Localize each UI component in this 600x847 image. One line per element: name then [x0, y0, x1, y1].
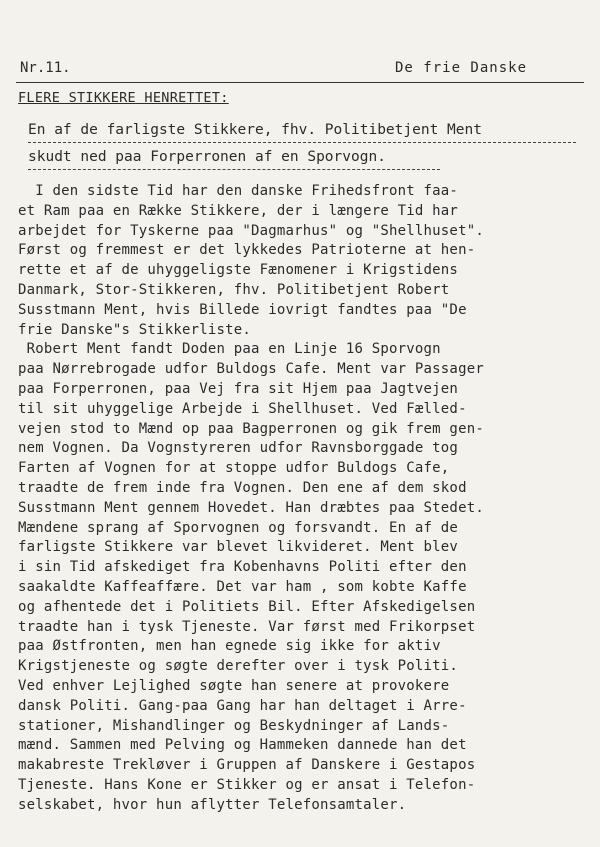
- issue-number: Nr.11.: [20, 60, 71, 76]
- body-line: traadte han i tysk Tjeneste. Var først med Frikorpset: [18, 618, 476, 635]
- body-line: i sin Tid afskediget fra Kobenhavns Politi efter den: [18, 559, 467, 576]
- body-line: til sit uhyggelige Arbejde i Shellhuset. Ved Fælled-: [18, 400, 467, 417]
- header-rule: [16, 82, 584, 83]
- subheading-line: skudt ned paa Forperronen af en Sporvogn.: [28, 149, 386, 165]
- body-line: rette et af de uhyggeligste Fænomener i Krigstidens: [18, 262, 459, 279]
- body-line: saakaldte Kaffeaffære. Det var ham , som kobte Kaffe: [18, 578, 467, 595]
- body-line: makabreste Trekløver i Gruppen af Danskere i Gestapos: [18, 757, 476, 774]
- body-line: og afhentede det i Politiets Bil. Efter Afskedigelsen: [18, 598, 476, 615]
- body-line: nem Vognen. Da Vognstyreren udfor Ravnsborggade tog: [18, 440, 459, 457]
- body-line: paa Forperronen, paa Vej fra sit Hjem paa Jagtvejen: [18, 380, 459, 397]
- body-line: paa Nørrebrogade udfor Buldogs Cafe. Ment var Passager: [18, 361, 484, 378]
- body-line: Farten af Vognen for at stoppe udfor Buldogs Cafe,: [18, 460, 450, 477]
- body-line: Robert Ment fandt Doden paa en Linje 16 Sporvogn: [18, 341, 441, 358]
- body-line: Først og fremmest er det lykkedes Patrioterne at hen-: [18, 242, 476, 259]
- body-line: stationer, Mishandlinger og Beskydninger af Lands-: [18, 717, 450, 734]
- body-line: I den sidste Tid har den danske Frihedsfront faa-: [18, 183, 459, 199]
- body-line: et Ram paa en Række Stikkere, der i længere Tid har: [18, 202, 459, 219]
- body-line: Danmark, Stor-Stikkeren, fhv. Politibetjent Robert: [18, 281, 450, 298]
- body-line: mænd. Sammen med Pelving og Hammeken dannede han det: [18, 737, 467, 754]
- body-line: selskabet, hvor hun aflytter Telefonsamtaler.: [18, 796, 407, 813]
- body-line: dansk Politi. Gang-paa Gang har han deltaget i Arre-: [18, 697, 467, 714]
- body-line: traadte de frem inde fra Vognen. Den ene af dem skod: [18, 479, 467, 496]
- body-line: Ved enhver Lejlighed søgte han senere at provokere: [18, 677, 450, 694]
- body-line: Susstmann Ment gennem Hovedet. Han dræbtes paa Stedet.: [18, 499, 484, 516]
- body-line: arbejdet for Tyskerne paa "Dagmarhus" og "Shellhuset".: [18, 222, 484, 239]
- body-line: Susstmann Ment, hvis Billede iovrigt fandtes paa "De: [18, 301, 467, 318]
- body-line: farligste Stikkere var blevet likvideret. Ment blev: [18, 539, 459, 556]
- section-rubric: FLERE STIKKERE HENRETTET:: [18, 90, 229, 106]
- body-line: Krigstjeneste og søgte derefter over i tysk Politi.: [18, 658, 459, 675]
- body-line: paa Østfronten, men han egnede sig ikke for aktiv: [18, 638, 441, 655]
- subheading-underline: [28, 142, 576, 143]
- article-subheading: [28, 117, 588, 171]
- body-line: vejen stod to Mænd op paa Bagperronen og gik frem gen-: [18, 420, 484, 437]
- page-header: [0, 58, 600, 80]
- subheading-underline: [28, 169, 440, 170]
- body-line: Tjeneste. Hans Kone er Stikker og er ansat i Telefon-: [18, 776, 476, 793]
- subheading-line: En af de farligste Stikkere, fhv. Politibetjent Ment: [28, 122, 482, 138]
- article-body: [18, 182, 588, 816]
- body-line: Mændene sprang af Sporvognen og forsvandt. En af de: [18, 519, 459, 536]
- body-line: frie Danske"s Stikkerliste.: [18, 321, 251, 338]
- newspaper-name: De frie Danske: [395, 60, 528, 76]
